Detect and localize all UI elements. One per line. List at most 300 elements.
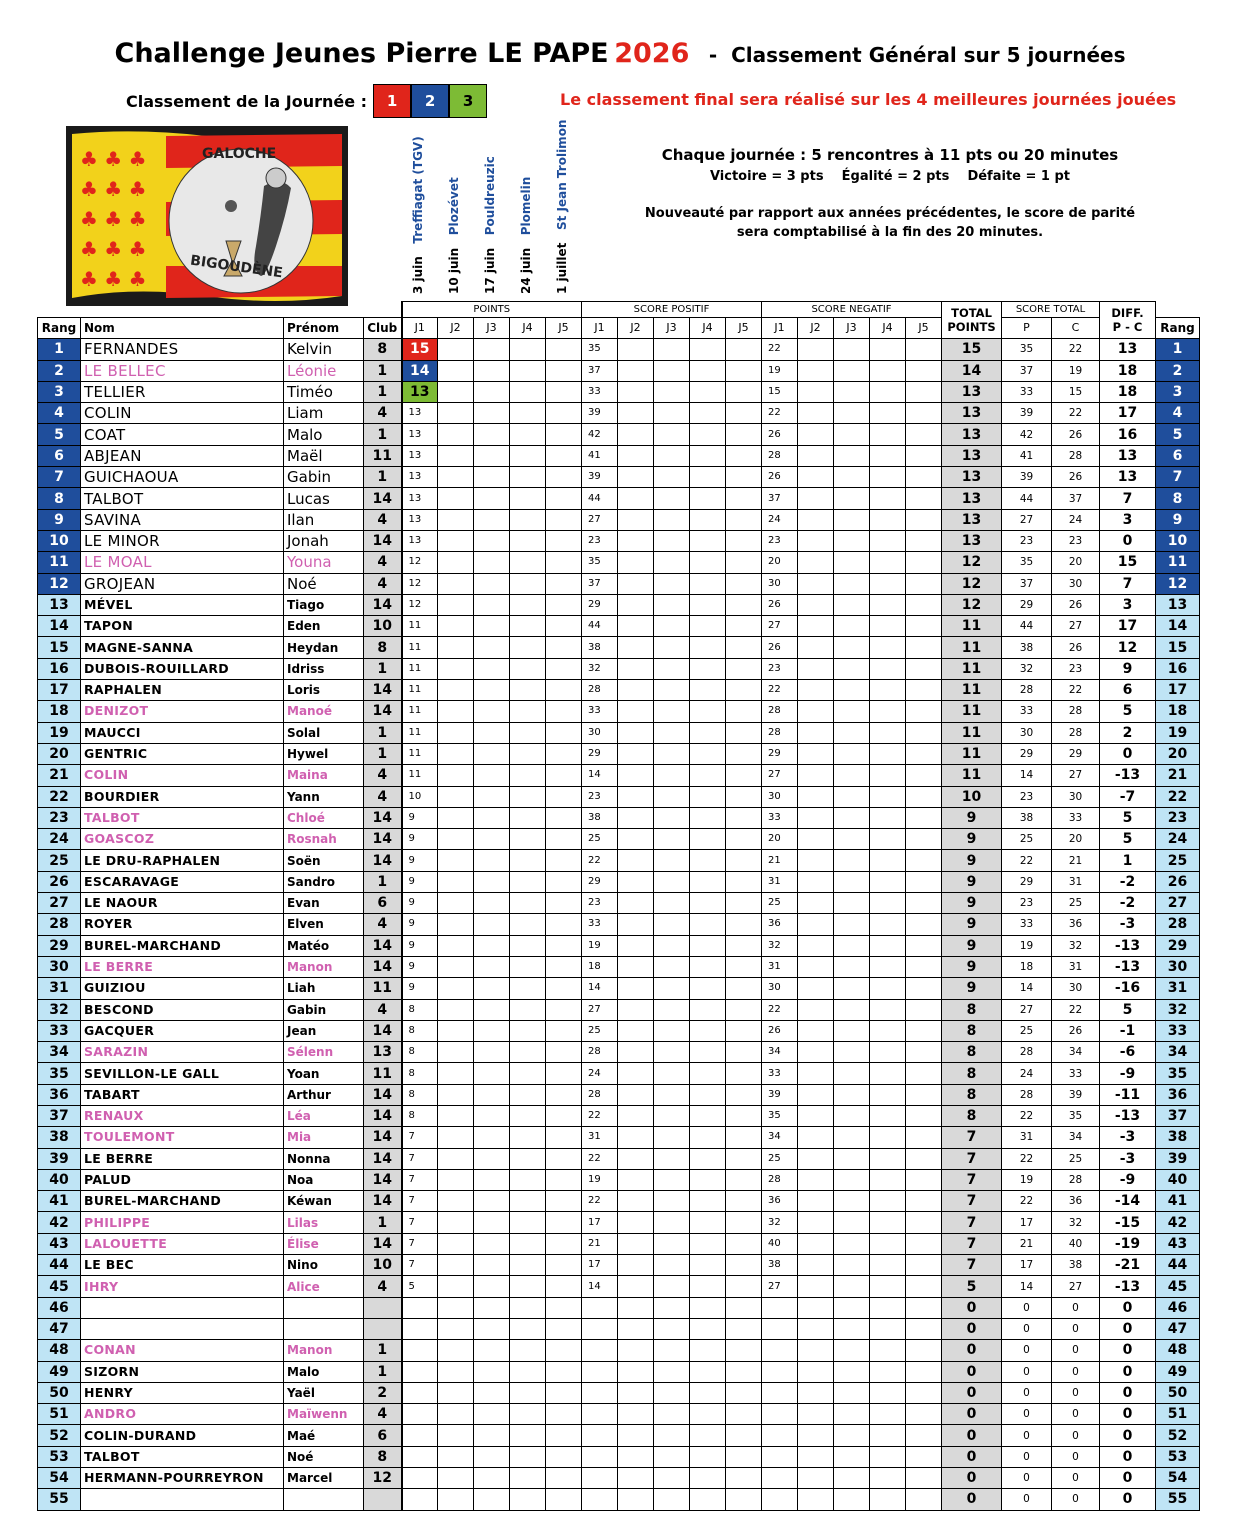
rang-cell: 7 (38, 467, 81, 488)
score-neg-j4-cell (870, 1340, 906, 1361)
score-pos-j3-cell (654, 339, 690, 360)
score-total-p-cell: 25 (1002, 829, 1052, 850)
diff-cell: -3 (1100, 1148, 1156, 1169)
score-pos-j1-cell: 42 (582, 424, 618, 445)
total-points-cell: 11 (942, 658, 1002, 679)
club-cell: 14 (364, 935, 402, 956)
prenom-header: Prénom (284, 318, 364, 339)
diff-cell: 0 (1100, 530, 1156, 551)
points-j5-cell (546, 829, 582, 850)
score-neg-j4-cell (870, 722, 906, 743)
table-row (38, 722, 1200, 743)
diff-cell: 18 (1100, 360, 1156, 381)
score-neg-j5-cell (906, 1382, 942, 1403)
score-total-c-cell: 31 (1052, 871, 1100, 892)
score-pos-j2-cell (618, 1233, 654, 1254)
points-j5-cell (546, 530, 582, 551)
points-j1-cell (402, 1340, 438, 1361)
score-total-p-cell: 0 (1002, 1425, 1052, 1446)
score-total-c-cell: 22 (1052, 999, 1100, 1020)
nom-cell: COAT (81, 424, 284, 445)
club-cell: 4 (364, 786, 402, 807)
score-neg-j3-cell (834, 360, 870, 381)
rang-cell: 9 (38, 509, 81, 530)
club-cell: 14 (364, 850, 402, 871)
diff-cell: 0 (1100, 1361, 1156, 1382)
score-pos-j2-cell (618, 1191, 654, 1212)
score-neg-j3-cell (834, 1169, 870, 1190)
points-j1-cell: 11 (402, 680, 438, 701)
diff-cell: 7 (1100, 488, 1156, 509)
points-j4-cell (510, 722, 546, 743)
score-neg-j4-cell (870, 381, 906, 402)
score-pos-j4-cell (690, 722, 726, 743)
score-total-p-cell: 37 (1002, 360, 1052, 381)
score-pos-j3-cell (654, 829, 690, 850)
score-total-p-cell: 33 (1002, 701, 1052, 722)
club-cell: 14 (364, 956, 402, 977)
rang-cell: 55 (38, 1489, 81, 1510)
score-pos-j3-cell (654, 1318, 690, 1339)
score-neg-j5-cell (906, 893, 942, 914)
score-pos-j2-cell (618, 360, 654, 381)
score-pos-j2-cell (618, 339, 654, 360)
score-neg-j4-cell (870, 1297, 906, 1318)
diff-cell: -6 (1100, 1042, 1156, 1063)
score-pos-j1-cell: 38 (582, 807, 618, 828)
score-neg-j4-cell (870, 445, 906, 466)
score-pos-header: SCORE POSITIF (582, 302, 762, 318)
club-cell: 11 (364, 1063, 402, 1084)
sp-j5-header: J5 (726, 318, 762, 339)
points-j4-cell (510, 1489, 546, 1510)
points-j2-cell (438, 530, 474, 551)
score-pos-j5-cell (726, 1446, 762, 1467)
total-points-cell: 9 (942, 956, 1002, 977)
score-pos-j1-cell: 31 (582, 1127, 618, 1148)
rang-right-cell: 46 (1156, 1297, 1200, 1318)
score-total-c-cell: 38 (1052, 1255, 1100, 1276)
club-cell: 14 (364, 701, 402, 722)
score-pos-j5-cell (726, 1382, 762, 1403)
score-neg-j5-cell (906, 999, 942, 1020)
score-pos-j3-cell (654, 1084, 690, 1105)
score-total-p-cell: 23 (1002, 530, 1052, 551)
rang-right-cell: 38 (1156, 1127, 1200, 1148)
score-pos-j5-cell (726, 786, 762, 807)
score-neg-j3-cell (834, 658, 870, 679)
score-pos-j5-cell (726, 1063, 762, 1084)
nom-cell: BUREL-MARCHAND (81, 935, 284, 956)
score-total-c-cell: 26 (1052, 1020, 1100, 1041)
score-neg-j1-cell: 27 (762, 765, 798, 786)
rules-line-2: Victoire = 3 pts Égalité = 2 pts Défaite = 1 pt (709, 169, 1071, 184)
diff-cell: -13 (1100, 935, 1156, 956)
rang-right-cell: 44 (1156, 1255, 1200, 1276)
prenom-cell: Kelvin (284, 339, 364, 360)
score-total-c-cell: 0 (1052, 1404, 1100, 1425)
points-j3-cell (474, 445, 510, 466)
prenom-cell: Ilan (284, 509, 364, 530)
score-neg-j2-cell (798, 360, 834, 381)
diff-cell: 0 (1100, 1468, 1156, 1489)
points-j1-cell: 11 (402, 722, 438, 743)
score-pos-j3-cell (654, 1340, 690, 1361)
score-neg-j1-cell: 28 (762, 1169, 798, 1190)
date-5: 1 juillet (555, 242, 569, 294)
score-neg-j1-cell: 22 (762, 999, 798, 1020)
points-j3-cell (474, 786, 510, 807)
score-neg-j3-cell (834, 530, 870, 551)
date-2: 10 juin (447, 247, 461, 294)
c-header: C (1052, 318, 1100, 339)
points-j1-cell: 8 (402, 1105, 438, 1126)
table-row (38, 999, 1200, 1020)
score-pos-j3-cell (654, 978, 690, 999)
score-pos-j5-cell (726, 871, 762, 892)
score-pos-j5-cell (726, 722, 762, 743)
prenom-cell: Heydan (284, 637, 364, 658)
score-neg-j5-cell (906, 1404, 942, 1425)
rang-cell: 46 (38, 1297, 81, 1318)
table-row (38, 424, 1200, 445)
score-total-p-cell: 33 (1002, 914, 1052, 935)
points-j4-cell (510, 1361, 546, 1382)
score-pos-j2-cell (618, 893, 654, 914)
points-j3-cell (474, 1425, 510, 1446)
score-neg-j2-cell (798, 722, 834, 743)
diff-cell: -14 (1100, 1191, 1156, 1212)
prenom-cell: Evan (284, 893, 364, 914)
points-j4-cell (510, 1127, 546, 1148)
score-pos-j3-cell (654, 403, 690, 424)
score-pos-j1-cell: 23 (582, 786, 618, 807)
score-total-c-cell: 32 (1052, 1212, 1100, 1233)
score-neg-j5-cell (906, 1063, 942, 1084)
legend-box-1: 1 (373, 84, 411, 118)
score-pos-j1-cell: 18 (582, 956, 618, 977)
prenom-cell: Malo (284, 1361, 364, 1382)
score-pos-j1-cell: 28 (582, 680, 618, 701)
score-pos-j5-cell (726, 616, 762, 637)
points-j5-cell (546, 594, 582, 615)
nom-cell: LE BEC (81, 1255, 284, 1276)
score-pos-j1-cell: 14 (582, 978, 618, 999)
total-points-cell: 11 (942, 765, 1002, 786)
points-j4-cell (510, 467, 546, 488)
nom-cell: PHILIPPE (81, 1212, 284, 1233)
points-j3-cell (474, 807, 510, 828)
rang-right-cell: 37 (1156, 1105, 1200, 1126)
score-neg-j2-cell (798, 1446, 834, 1467)
points-j1-cell (402, 1318, 438, 1339)
total-points-cell: 9 (942, 850, 1002, 871)
score-pos-j5-cell (726, 360, 762, 381)
points-j1-cell: 8 (402, 1084, 438, 1105)
points-j2-cell (438, 1489, 474, 1510)
points-j3-cell (474, 850, 510, 871)
rang-cell: 6 (38, 445, 81, 466)
points-j1-cell: 13 (402, 403, 438, 424)
points-j5-cell (546, 743, 582, 764)
score-neg-j4-cell (870, 1127, 906, 1148)
points-j4-cell (510, 1318, 546, 1339)
score-total-c-cell: 35 (1052, 1105, 1100, 1126)
score-total-p-cell: 24 (1002, 1063, 1052, 1084)
points-j3-cell (474, 1063, 510, 1084)
score-neg-j4-cell (870, 1382, 906, 1403)
points-j2-cell (438, 1191, 474, 1212)
points-j2-cell (438, 829, 474, 850)
score-pos-j2-cell (618, 680, 654, 701)
logo-text-top: GALOCHE (202, 146, 277, 162)
prenom-cell: Léonie (284, 360, 364, 381)
score-total-p-cell: 0 (1002, 1468, 1052, 1489)
score-pos-j5-cell (726, 1468, 762, 1489)
prenom-cell: Manon (284, 956, 364, 977)
prenom-cell: Eden (284, 616, 364, 637)
score-total-p-cell: 35 (1002, 552, 1052, 573)
score-pos-j4-cell (690, 701, 726, 722)
points-j2-cell (438, 1255, 474, 1276)
score-neg-j2-cell (798, 914, 834, 935)
score-pos-j4-cell (690, 552, 726, 573)
svg-text:♣ ♣ ♣: ♣ ♣ ♣ (80, 207, 147, 231)
score-neg-j2-cell (798, 1063, 834, 1084)
points-j4-cell (510, 1276, 546, 1297)
score-neg-j4-cell (870, 1084, 906, 1105)
nom-cell: PALUD (81, 1169, 284, 1190)
score-neg-j2-cell (798, 1212, 834, 1233)
score-total-c-cell: 0 (1052, 1340, 1100, 1361)
score-neg-j1-cell: 29 (762, 743, 798, 764)
score-neg-j5-cell (906, 381, 942, 402)
score-pos-j4-cell (690, 616, 726, 637)
table-row (38, 1318, 1200, 1339)
points-j3-cell (474, 403, 510, 424)
prenom-cell: Manoé (284, 701, 364, 722)
score-neg-j2-cell (798, 424, 834, 445)
score-pos-j4-cell (690, 743, 726, 764)
score-neg-j5-cell (906, 765, 942, 786)
rang-cell: 50 (38, 1382, 81, 1403)
points-j2-cell (438, 1084, 474, 1105)
table-row (38, 1020, 1200, 1041)
prenom-cell: Chloé (284, 807, 364, 828)
score-neg-j1-cell (762, 1446, 798, 1467)
points-j4-cell (510, 403, 546, 424)
nom-cell: GENTRIC (81, 743, 284, 764)
points-j2-cell (438, 1169, 474, 1190)
score-pos-j4-cell (690, 1212, 726, 1233)
score-pos-j1-cell (582, 1318, 618, 1339)
points-j5-cell (546, 1446, 582, 1467)
nom-cell: LE BERRE (81, 1148, 284, 1169)
score-neg-j4-cell (870, 1361, 906, 1382)
diff-header: DIFF. P - C (1100, 302, 1156, 339)
diff-cell: -7 (1100, 786, 1156, 807)
score-neg-j3-cell (834, 594, 870, 615)
rang-right-cell: 39 (1156, 1148, 1200, 1169)
score-total-c-cell: 33 (1052, 1063, 1100, 1084)
title-dash: - (708, 43, 718, 67)
score-total-p-cell: 38 (1002, 637, 1052, 658)
prenom-cell: Sélenn (284, 1042, 364, 1063)
rang-cell: 5 (38, 424, 81, 445)
rang-cell: 15 (38, 637, 81, 658)
diff-cell: 5 (1100, 999, 1156, 1020)
score-neg-j2-cell (798, 552, 834, 573)
score-neg-j3-cell (834, 403, 870, 424)
score-pos-j3-cell (654, 1361, 690, 1382)
prenom-cell: Liah (284, 978, 364, 999)
score-total-c-cell: 33 (1052, 807, 1100, 828)
score-neg-j2-cell (798, 594, 834, 615)
score-neg-j1-cell: 31 (762, 956, 798, 977)
score-neg-j1-cell: 23 (762, 530, 798, 551)
score-pos-j3-cell (654, 1489, 690, 1510)
score-pos-j2-cell (618, 807, 654, 828)
score-neg-j1-cell: 22 (762, 339, 798, 360)
score-neg-j5-cell (906, 1169, 942, 1190)
rang-cell: 17 (38, 680, 81, 701)
score-pos-j5-cell (726, 1233, 762, 1254)
points-j4-cell (510, 1148, 546, 1169)
club-cell: 14 (364, 1191, 402, 1212)
score-pos-j5-cell (726, 1297, 762, 1318)
points-j1-cell: 9 (402, 935, 438, 956)
date-col-5 (547, 120, 583, 300)
score-pos-j1-cell: 35 (582, 552, 618, 573)
score-neg-j2-cell (798, 701, 834, 722)
points-j2-cell (438, 403, 474, 424)
score-neg-j4-cell (870, 1105, 906, 1126)
rang-right-cell: 13 (1156, 594, 1200, 615)
points-j1-cell: 14 (402, 360, 438, 381)
points-j2-cell (438, 616, 474, 637)
place-1: Treffiagat (TGV) (411, 136, 425, 244)
total-points-cell: 0 (942, 1489, 1002, 1510)
score-total-c-cell: 27 (1052, 616, 1100, 637)
points-j5-cell (546, 616, 582, 637)
club-cell: 14 (364, 530, 402, 551)
points-j5-cell (546, 722, 582, 743)
rang-right-cell: 35 (1156, 1063, 1200, 1084)
club-cell: 1 (364, 1361, 402, 1382)
table-row (38, 1212, 1200, 1233)
points-j1-cell: 7 (402, 1212, 438, 1233)
score-pos-j5-cell (726, 381, 762, 402)
table-row (38, 1276, 1200, 1297)
score-pos-j3-cell (654, 914, 690, 935)
rang-cell: 32 (38, 999, 81, 1020)
total-points-cell: 0 (942, 1318, 1002, 1339)
date-col-1 (403, 120, 439, 300)
points-j4-cell (510, 552, 546, 573)
score-pos-j4-cell (690, 999, 726, 1020)
score-total-c-cell: 0 (1052, 1318, 1100, 1339)
nom-cell: LE DRU-RAPHALEN (81, 850, 284, 871)
rang-cell: 51 (38, 1404, 81, 1425)
score-pos-j2-cell (618, 743, 654, 764)
nom-cell: MAGNE-SANNA (81, 637, 284, 658)
score-neg-j5-cell (906, 1105, 942, 1126)
nom-cell: COLIN-DURAND (81, 1425, 284, 1446)
score-pos-j4-cell (690, 594, 726, 615)
score-neg-j5-cell (906, 829, 942, 850)
club-cell: 1 (364, 871, 402, 892)
points-j3-cell (474, 1191, 510, 1212)
points-j4-cell (510, 637, 546, 658)
score-pos-j2-cell (618, 722, 654, 743)
score-neg-j1-cell: 37 (762, 488, 798, 509)
score-neg-j1-cell: 21 (762, 850, 798, 871)
rang-right-cell: 50 (1156, 1382, 1200, 1403)
club-cell: 1 (364, 381, 402, 402)
score-neg-j2-cell (798, 999, 834, 1020)
rang-right-cell: 23 (1156, 807, 1200, 828)
score-neg-j1-cell: 39 (762, 1084, 798, 1105)
ranking-body (38, 339, 1200, 1510)
score-pos-j1-cell: 27 (582, 509, 618, 530)
points-j5-cell (546, 1425, 582, 1446)
prenom-cell: Marcel (284, 1468, 364, 1489)
points-j2-cell (438, 658, 474, 679)
score-neg-j2-cell (798, 637, 834, 658)
points-j2-cell (438, 978, 474, 999)
table-row (38, 552, 1200, 573)
points-j4-cell (510, 1255, 546, 1276)
table-row (38, 1063, 1200, 1084)
score-neg-j5-cell (906, 956, 942, 977)
rang-right-cell: 53 (1156, 1446, 1200, 1467)
score-pos-j2-cell (618, 1361, 654, 1382)
score-pos-j4-cell (690, 1020, 726, 1041)
score-pos-j5-cell (726, 956, 762, 977)
score-pos-j4-cell (690, 807, 726, 828)
score-neg-j4-cell (870, 637, 906, 658)
rang-cell: 12 (38, 573, 81, 594)
points-j2-cell (438, 1105, 474, 1126)
points-j3-cell (474, 1489, 510, 1510)
score-neg-j4-cell (870, 893, 906, 914)
score-neg-j5-cell (906, 914, 942, 935)
score-total-p-cell: 17 (1002, 1212, 1052, 1233)
score-pos-j1-cell: 22 (582, 850, 618, 871)
points-j1-cell: 11 (402, 701, 438, 722)
points-j1-cell: 7 (402, 1255, 438, 1276)
score-pos-j3-cell (654, 1042, 690, 1063)
diff-cell: -13 (1100, 956, 1156, 977)
points-j3-cell (474, 488, 510, 509)
nom-cell: MAUCCI (81, 722, 284, 743)
points-j5-cell (546, 978, 582, 999)
nom-cell: TALBOT (81, 807, 284, 828)
diff-cell: 0 (1100, 1318, 1156, 1339)
diff-cell: -9 (1100, 1063, 1156, 1084)
pts-j4-header: J4 (510, 318, 546, 339)
score-neg-j1-cell: 27 (762, 616, 798, 637)
score-pos-j5-cell (726, 1084, 762, 1105)
galoche-logo (66, 126, 348, 306)
points-j4-cell (510, 765, 546, 786)
points-j2-cell (438, 850, 474, 871)
rang-cell: 41 (38, 1191, 81, 1212)
score-neg-j5-cell (906, 1276, 942, 1297)
date-1: 3 juin (411, 256, 425, 294)
points-j5-cell (546, 381, 582, 402)
score-total-p-cell: 28 (1002, 1042, 1052, 1063)
